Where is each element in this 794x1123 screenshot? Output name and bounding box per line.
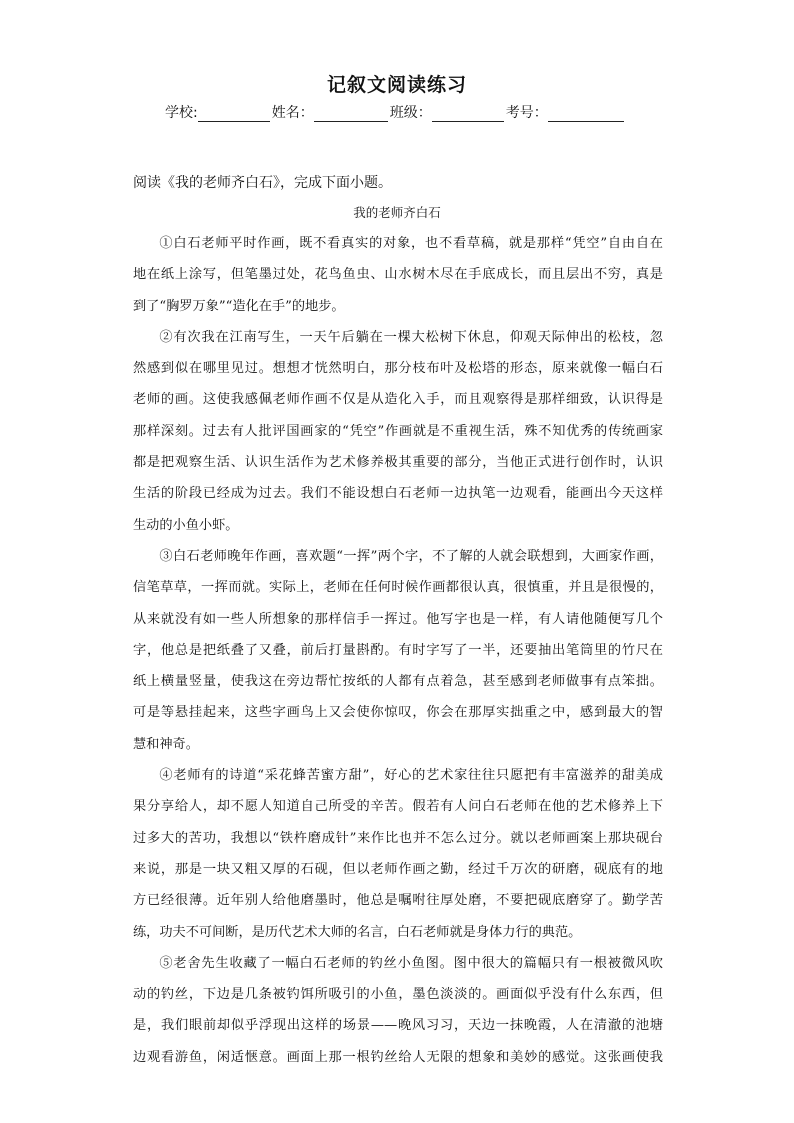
article-line: 方已经很薄。近年别人给他磨墨时，他总是嘱咐往厚处磨，不要把砚底磨穿了。勤学苦 — [133, 893, 663, 909]
exam-number-label: 考号： — [505, 105, 548, 121]
article-line: ③白石老师晚年作画，喜欢题“一挥”两个字，不了解的人就会联想到，大画家作画， — [159, 548, 663, 564]
name-blank — [314, 107, 388, 122]
article-line: 从来就没有如一些人所想象的那样信手一挥过。他写字也是一样，有人请他随便写几个 — [133, 611, 663, 627]
article-line: 练，功夫不可间断，是历代艺术大师的名言，白石老师就是身体力行的典范。 — [133, 924, 582, 940]
article-line: 都是把观察生活、认识生活作为艺术修养极其重要的部分，当他正式进行创作时，认识 — [133, 455, 663, 471]
article-line: 动的钓丝，下边是几条被钓饵所吸引的小鱼，墨色淡淡的。画面似乎没有什么东西，但 — [133, 987, 663, 1003]
article-line: ②有次我在江南写生，一天午后躺在一棵大松树下休息，仰观天际伸出的松枝，忽 — [159, 329, 663, 345]
student-info-line — [165, 102, 645, 122]
name-label: 姓名： — [271, 105, 314, 121]
article-line: 可是等悬挂起来，这些字画鸟上又会使你惊叹，你会在那厚实拙重之中，感到最大的智 — [133, 705, 663, 721]
article-line: ⑤老舍先生收藏了一幅白石老师的钓丝小鱼图。图中很大的篇幅只有一根被微风吹 — [159, 955, 663, 971]
article-paragraph — [133, 760, 663, 948]
article-title: 我的老师齐白石 — [353, 205, 441, 220]
article-line: 信笔草草，一挥而就。实际上，老师在任何时候作画都很认真，很慎重，并且是很慢的， — [133, 580, 663, 596]
article-line: 是，我们眼前却似乎浮现出这样的场景——晚风习习，天边一抹晚霞，人在清澈的池塘 — [133, 1018, 663, 1034]
article-line: 老师的画。这使我感佩老师作画不仅是从造化入手，而且观察得是那样细致，认识得是 — [133, 392, 663, 408]
article-line: 边观看游鱼，闲适惬意。画面上那一根钓丝给人无限的想象和美妙的感觉。这张画使我 — [133, 1049, 663, 1065]
article-paragraph — [133, 322, 663, 541]
article-line: 那样深刻。过去有人批评国画家的“凭空”作画就是不重视生活，殊不知优秀的传统画家 — [133, 423, 663, 439]
article-line: 到了“胸罗万象”“造化在手”的地步。 — [133, 298, 345, 314]
article-line: 然感到似在哪里见过。想想才恍然明白，那分枝布叶及松塔的形态，原来就像一幅白石 — [133, 361, 663, 377]
article-line: 生活的阶段已经成为过去。我们不能设想白石老师一边执笔一边观看，能画出今天这样 — [133, 486, 663, 502]
article-line: 来说，那是一块又粗又厚的石砚，但以老师作画之勤，经过千万次的研磨，砚底有的地 — [133, 861, 663, 877]
article-body — [133, 228, 663, 1073]
article-line: 纸上横量竖量，使我这在旁边帮忙按纸的人都有点着急，甚至感到老师做事有点笨拙。 — [133, 674, 663, 690]
article-line: 过多大的苦功，我想以“铁杵磨成针”来作比也并不怎么过分。就以老师画案上那块砚台 — [133, 830, 663, 846]
exam-number-blank — [548, 107, 624, 122]
class-label: 班级： — [389, 105, 432, 121]
article-line: ④老师有的诗道“采花蜂苦蜜方甜”，好心的艺术家往往只愿把有丰富滋养的甜美成 — [159, 768, 663, 784]
article-line: 生动的小鱼小虾。 — [133, 517, 239, 533]
class-blank — [432, 107, 504, 122]
article-line: 地在纸上涂写，但笔墨过处，花鸟鱼虫、山水树木尽在手底成长，而且层出不穷，真是 — [133, 267, 663, 283]
article-line: 果分享给人，却不愿人知道自己所受的辛苦。假若有人问白石老师在他的艺术修养上下 — [133, 799, 663, 815]
article-line: 慧和神奇。 — [133, 736, 199, 752]
page-title: 记叙文阅读练习 — [326, 74, 467, 96]
school-label: 学校: — [165, 105, 198, 121]
article-line: 字，他总是把纸叠了又叠，前后打量斟酌。有时字写了一半，还要抽出笔筒里的竹尺在 — [133, 642, 663, 658]
reading-instruction: 阅读《我的老师齐白石》，完成下面小题。 — [133, 175, 392, 191]
article-paragraph — [133, 541, 663, 760]
article-line: ①白石老师平时作画，既不看真实的对象，也不看草稿，就是那样“凭空”自由自在 — [159, 236, 663, 251]
article-paragraph — [133, 228, 663, 322]
school-blank — [198, 107, 270, 122]
article-paragraph — [133, 948, 663, 1073]
